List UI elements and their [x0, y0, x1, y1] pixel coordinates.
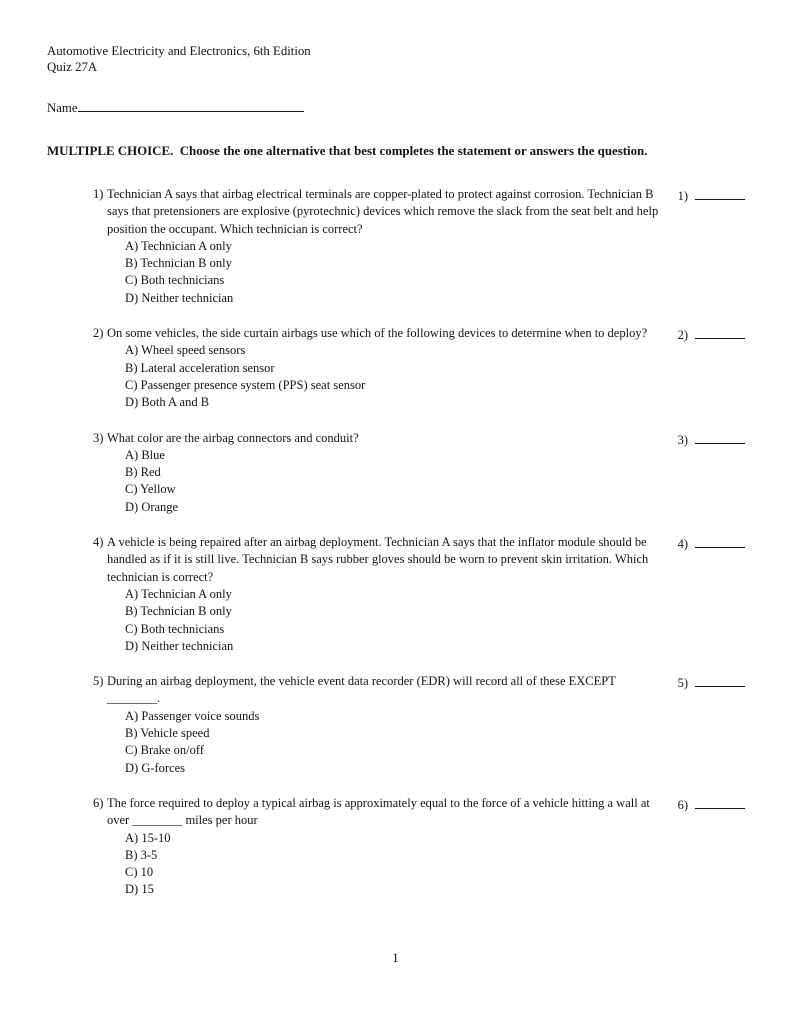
choice: C) Yellow	[125, 482, 176, 497]
page-number: 1	[392, 951, 399, 965]
choice: A) Technician A only	[125, 238, 232, 253]
question-block	[93, 795, 745, 899]
choices	[125, 586, 663, 655]
questions	[93, 186, 745, 899]
name-row	[47, 98, 745, 116]
choice: C) 10	[125, 865, 154, 880]
question-text: The force required to deploy a typical airbag is approximately equal to the force of a vehicle hitting a wall at over ________ miles per hour	[107, 795, 650, 828]
answer-number: 1)	[677, 189, 688, 203]
question-main	[93, 430, 745, 516]
question-main	[93, 534, 745, 655]
answer-blank-line	[695, 674, 745, 687]
question-number: 5)	[93, 674, 104, 689]
answer-slot	[678, 796, 745, 814]
question-body	[107, 186, 663, 307]
question-body	[107, 534, 663, 655]
choice: D) Neither technician	[125, 290, 234, 305]
question-main	[93, 673, 745, 777]
question-text: A vehicle is being repaired after an airbag deployment. Technician A says that the inflator module should be handled as if it is still live. Technician B says rubber gloves should be worn to prevent skin irritation. Which technician is correct?	[107, 535, 649, 584]
name-label: Name	[47, 101, 78, 115]
quiz-title: Quiz 27A	[47, 59, 98, 74]
answer-blank-line	[695, 326, 745, 339]
question-body	[107, 673, 663, 777]
question-text: On some vehicles, the side curtain airbags use which of the following devices to determine when to deploy?	[107, 326, 648, 341]
choice: D) Orange	[125, 499, 179, 514]
choice: A) Blue	[125, 447, 165, 462]
question-block	[93, 325, 745, 411]
choice: A) 15-10	[125, 830, 171, 845]
question-block	[93, 430, 745, 516]
name-blank-line	[78, 98, 304, 112]
question-text: What color are the airbag connectors and conduit?	[107, 430, 359, 445]
answer-slot	[678, 187, 745, 205]
choice: C) Brake on/off	[125, 743, 204, 758]
choice: C) Passenger presence system (PPS) seat sensor	[125, 377, 366, 392]
choice: A) Passenger voice sounds	[125, 708, 260, 723]
choices	[125, 708, 663, 777]
question-number: 3)	[93, 430, 104, 445]
answer-blank-line	[695, 187, 745, 200]
answer-number: 6)	[677, 797, 688, 812]
answer-slot	[678, 674, 745, 692]
choice: B) Technician B only	[125, 256, 232, 271]
answer-blank-line	[695, 796, 745, 809]
answer-blank-line	[695, 535, 745, 548]
question-text: During an airbag deployment, the vehicle event data recorder (EDR) will record all of these EXCEPT ________.	[107, 674, 616, 706]
instructions-text: MULTIPLE CHOICE. Choose the one alternative that best completes the statement or answers the question.	[47, 144, 648, 158]
question-number: 6)	[93, 795, 104, 810]
question-block	[93, 534, 745, 655]
question-main	[93, 795, 745, 899]
question-number: 4)	[93, 535, 104, 550]
question-body	[107, 430, 663, 516]
answer-number: 3)	[677, 432, 688, 447]
book-title: Automotive Electricity and Electronics, 6th Edition	[47, 44, 311, 58]
choice: B) 3-5	[125, 847, 158, 862]
choice: D) Neither technician	[125, 638, 234, 653]
choice: C) Both technicians	[125, 621, 225, 636]
choice: D) G-forces	[125, 760, 186, 775]
choices	[125, 342, 663, 411]
question-block	[93, 673, 745, 777]
answer-slot	[678, 431, 745, 449]
choices	[125, 830, 663, 899]
question-text: Technician A says that airbag electrical terminals are copper-plated to protect against corrosion. Technician B says that pretensioners are explosive (pyrotechnic) devices which remove the slack from the seat belt and help position the occupant. Which technician is correct?	[107, 187, 659, 236]
choice: D) Both A and B	[125, 395, 210, 410]
choice: D) 15	[125, 882, 154, 897]
choice: B) Technician B only	[125, 604, 232, 619]
answer-slot	[678, 326, 745, 344]
choice: C) Both technicians	[125, 273, 225, 288]
choice: A) Wheel speed sensors	[125, 343, 246, 358]
question-block	[93, 186, 745, 307]
answer-number: 4)	[677, 537, 688, 552]
answer-number: 2)	[677, 328, 688, 343]
question-main	[93, 325, 745, 411]
question-body	[107, 325, 663, 411]
question-number: 2)	[93, 326, 104, 341]
answer-slot	[678, 535, 745, 553]
question-body	[107, 795, 663, 899]
choice: A) Technician A only	[125, 586, 232, 601]
choices	[125, 447, 663, 516]
choice: B) Lateral acceleration sensor	[125, 360, 275, 375]
answer-blank-line	[695, 431, 745, 444]
choice: B) Vehicle speed	[125, 726, 210, 741]
choices	[125, 238, 663, 307]
question-main	[93, 186, 745, 307]
choice: B) Red	[125, 465, 161, 480]
question-number: 1)	[93, 187, 104, 201]
answer-number: 5)	[677, 676, 688, 691]
